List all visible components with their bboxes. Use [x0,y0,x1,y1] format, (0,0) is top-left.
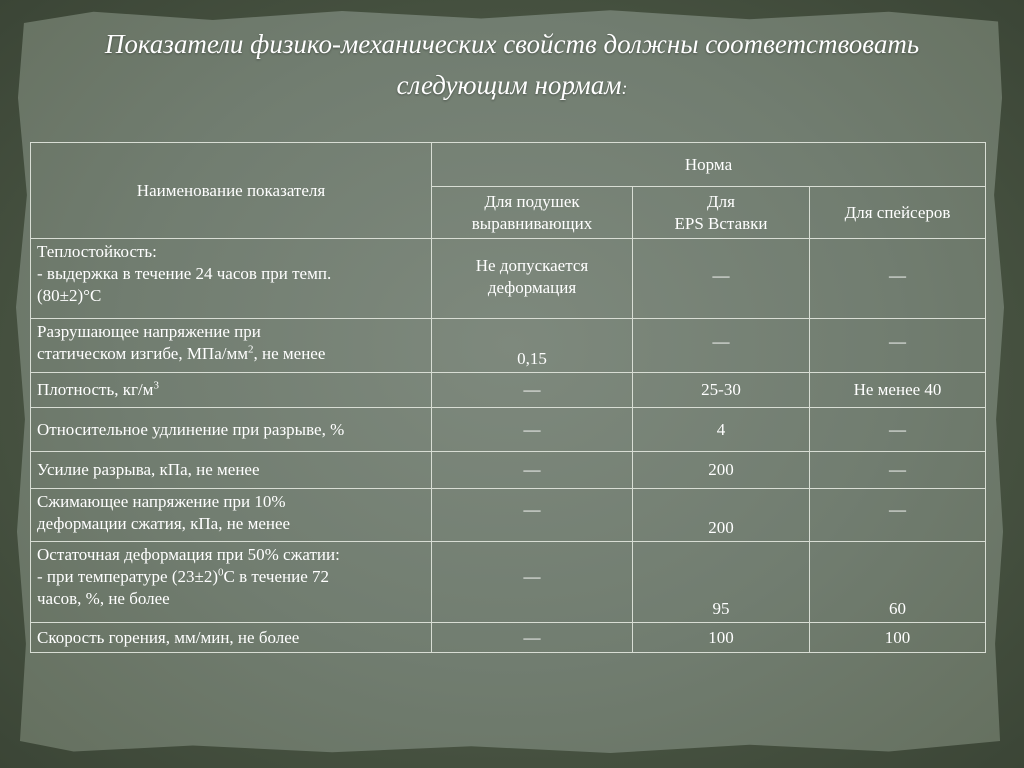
row-name-text: - при температуре (23±2) [37,567,218,586]
table-header-row [31,143,986,187]
header-name: Наименование показателя [31,143,432,239]
row-value-eps: 25-30 [633,373,810,408]
row-name [31,239,432,319]
row-value-pads: — [432,452,633,489]
header-col-eps-line1: Для [707,191,735,211]
header-norm: Норма [432,143,986,187]
row-name [31,542,432,623]
row-value-spacers: — [810,452,986,489]
row-value-pads: — [432,489,633,542]
row-value-spacers: — [810,319,986,373]
row-value-pads: 0,15 [432,319,633,373]
row-name-line [37,566,425,588]
table-row [31,623,986,653]
row-value-pads: — [432,373,633,408]
row-value-eps: — [633,239,810,319]
row-value-eps: — [633,319,810,373]
row-name-text: статическом изгибе, МПа/мм [37,344,248,363]
row-name [31,489,432,542]
row-value-spacers: 100 [810,623,986,653]
row-value-pads: — [432,408,633,452]
title-line-2-text: следующим нормам [396,70,622,100]
row-name-line: (80±2)°С [37,286,102,305]
row-value-eps: 100 [633,623,810,653]
row-value-pads: — [432,542,633,623]
header-col-spacers: Для спейсеров [810,187,986,239]
table-row [31,452,986,489]
row-name-line: деформации сжатия, кПа, не менее [37,514,291,533]
row-value-eps: 200 [633,489,810,542]
row-value-line: деформация [487,278,577,297]
table-row [31,373,986,408]
properties-table [30,142,986,653]
row-value-spacers: — [810,489,986,542]
row-name-line: Остаточная деформация при 50% сжатии: [37,545,340,564]
title-line-1: Показатели физико-механических свойств должны соответствовать [104,29,920,59]
row-name [31,373,432,408]
row-name-text: , не менее [253,344,326,363]
row-value-spacers: — [810,408,986,452]
row-name-superscript: 0 [218,566,224,579]
table-row [31,408,986,452]
row-value-line: Не допускается [475,256,589,275]
row-name-line [37,343,425,365]
row-value-eps: 200 [633,452,810,489]
table-row [31,319,986,373]
header-col-eps-line2: EPS Вставки [674,213,768,233]
slide-title [40,24,984,109]
row-name: Усилие разрыва, кПа, не менее [31,452,432,489]
header-col-eps [633,187,810,239]
header-col-pads-line2: выравнивающих [471,213,593,233]
table-row [31,239,986,319]
row-name [31,319,432,373]
row-name-text: С в течение 72 [223,567,330,586]
row-value-pads [432,239,633,319]
row-value-spacers: Не менее 40 [810,373,986,408]
row-name-line: часов, %, не более [37,589,170,608]
title-line-2 [40,65,984,109]
row-name-line: Сжимающее напряжение при 10% [37,492,286,511]
header-col-pads-line1: Для подушек [484,191,580,211]
row-name-line: Теплостойкость: [37,242,157,261]
table-row [31,542,986,623]
row-value-eps: 95 [633,542,810,623]
row-name-line: Разрушающее напряжение при [37,322,261,341]
row-value-eps: 4 [633,408,810,452]
row-name: Относительное удлинение при разрыве, % [31,408,432,452]
row-value-pads: — [432,623,633,653]
row-name-superscript: 3 [153,379,159,392]
row-value-spacers: 60 [810,542,986,623]
row-value-spacers: — [810,239,986,319]
row-name-text: Плотность, кг/м [37,380,154,399]
row-name-superscript: 2 [248,343,254,356]
row-name: Скорость горения, мм/мин, не более [31,623,432,653]
header-col-pads [432,187,633,239]
title-colon: : [621,78,628,98]
table-row [31,489,986,542]
row-name-line: - выдержка в течение 24 часов при темп. [37,264,332,283]
